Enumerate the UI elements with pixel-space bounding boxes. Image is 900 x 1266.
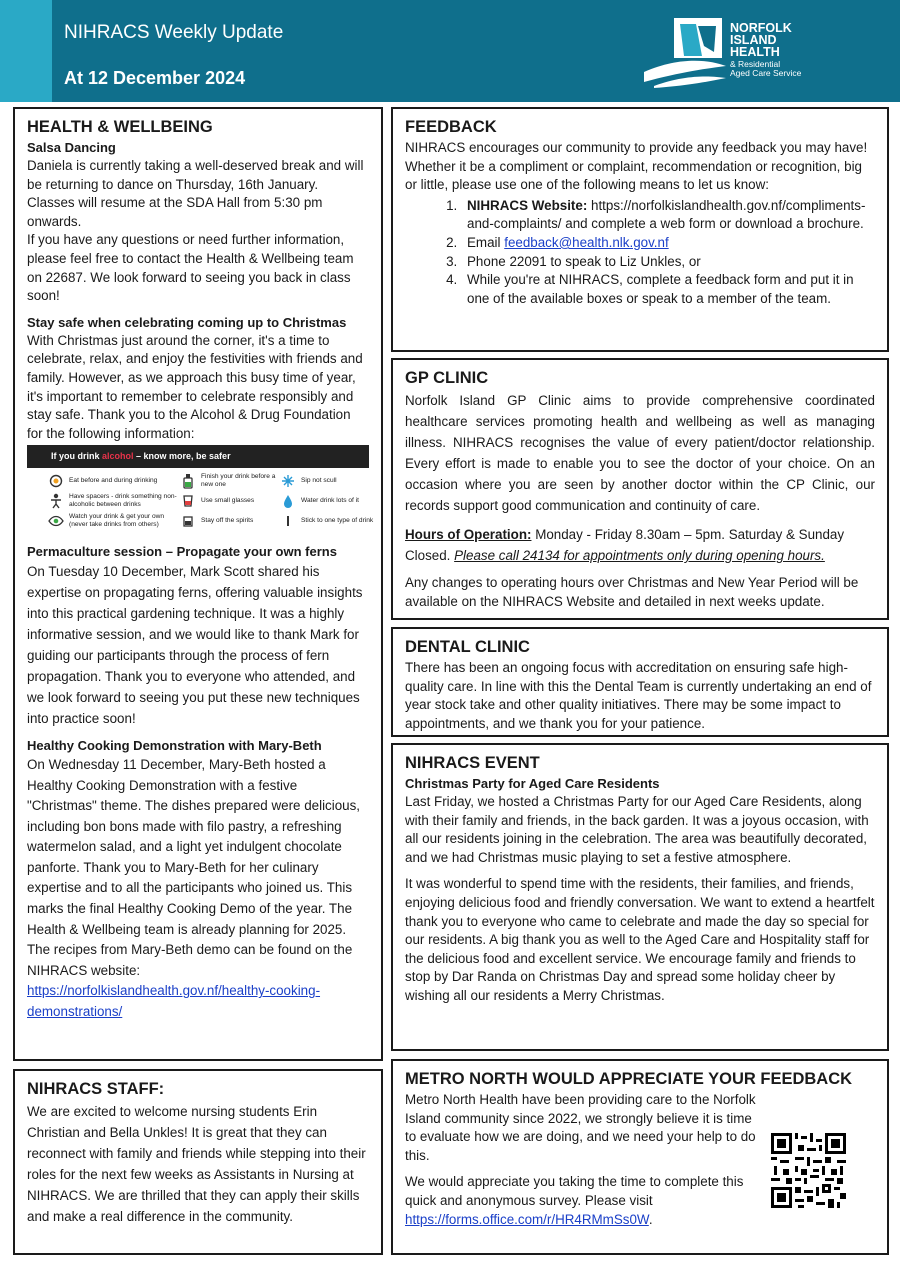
bottle-icon xyxy=(179,473,197,489)
permaculture-heading: Permaculture session – Propagate your own ferns xyxy=(27,543,337,559)
header-accent-strip xyxy=(0,0,52,102)
feedback-methods-list xyxy=(405,197,875,309)
event-subtitle: Christmas Party for Aged Care Residents xyxy=(405,776,660,791)
event-section xyxy=(391,743,889,1051)
metro-north-section xyxy=(391,1059,889,1255)
stay-safe-heading: Stay safe when celebrating coming up to Christmas xyxy=(27,314,347,330)
plate-icon xyxy=(47,473,65,489)
logo-text: NORFOLK ISLAND HEALTH xyxy=(730,21,792,59)
section-title: GP CLINIC xyxy=(405,369,489,387)
gp-text: Norfolk Island GP Clinic aims to provide comprehensive coordinated healthcare services promoting health and wellbeing as well as managing illness. NIHRACS recognises the value of every patient/doctor relationship. Every effort is made to enable you to see the doctor of your choice. On an occasion where you are seen by another doctor within the CP Clinic, our records support good communication and continuity of care. xyxy=(405,393,875,513)
permaculture-text: On Tuesday 10 December, Mark Scott shared his expertise on propagating ferns, offering valuable insights into this practical gardening technique. It was a highly informative session, and we would like to thank Mark for guiding our participants through the process of fern propagation. Thank you to everyone who attended, and we look forward to seeing you put these new techniques into practice soon! xyxy=(27,563,363,726)
person-icon xyxy=(47,493,65,509)
alcohol-tip: Sip not scull xyxy=(279,473,379,489)
logo-subtitle: & Residential Aged Care Service xyxy=(730,59,802,78)
sparkle-icon xyxy=(279,473,297,489)
salsa-text: Daniela is currently taking a well-deserved break and will be returning to dance on Thursday, 16th January. Classes will resume at the SDA Hall from 5:30 pm onwards. xyxy=(27,158,364,229)
list-item: 4. While you're at NIHRACS, complete a feedback form and put it in one of the available boxes or speak to a member of the team. xyxy=(461,271,875,308)
page-header xyxy=(0,0,900,102)
event-thanks-text: It was wonderful to spend time with the residents, their families, and friends, enjoying delicious food and friendly conversation. We want to extend a heartfelt thank you to everyone who came to celebrate and made the day so special for our residents. A big thank you as well to the Aged Care and Hospitality staff for the delicious food and excellent service. We encourage family and friends to stop by Dar Randa on Christmas Day and spread some holiday cheer by wishing all our residents a Merry Christmas. xyxy=(405,876,875,1003)
salsa-heading: Salsa Dancing xyxy=(27,140,116,155)
salsa-contact-text: If you have any questions or need further information, please feel free to contact the Health & Wellbeing team on 22687. We look forward to seeing you back in class soon! xyxy=(27,232,354,304)
eye-icon xyxy=(47,513,65,529)
alcohol-tip: Finish your drink before a new one xyxy=(179,473,279,489)
feedback-intro: NIHRACS encourages our community to provide any feedback you may have! Whether it be a compliment or complaint, recommendation or recognition, big or little, please use one of the following means to let us know: xyxy=(405,140,868,193)
dental-text: There has been an ongoing focus with accreditation on ensuring safe high-quality care. In line with this the Dental Team is currently undertaking an end of year stock take and other quality initiatives. There may be some impact to appointments, and we thank you for your patience. xyxy=(405,660,872,731)
health-wellbeing-section xyxy=(13,107,383,1061)
metro-survey-text: We would appreciate you taking the time to complete this quick and anonymous survey. Please visit xyxy=(405,1174,744,1208)
newsletter-date: At 12 December 2024 xyxy=(64,68,246,88)
alcohol-banner: If you drink alcohol – know more, be safer xyxy=(27,445,369,468)
section-title: DENTAL CLINIC xyxy=(405,638,530,656)
list-item: 3. Phone 22091 to speak to Liz Unkles, or xyxy=(461,253,875,272)
alcohol-tip: Stick to one type of drink xyxy=(279,513,379,529)
gp-holiday-text: Any changes to operating hours over Christmas and New Year Period will be available on the NIHRACS Website and detailed in next weeks update. xyxy=(405,575,859,609)
list-item: 2. Email feedback@health.nlk.gov.nf xyxy=(461,234,875,253)
cooking-recipes-link[interactable]: https://norfolkislandhealth.gov.nf/healthy-cooking-demonstrations/ xyxy=(27,983,321,1020)
list-item: 1. NIHRACS Website: https://norfolkislandhealth.gov.nf/compliments-and-complaints/ and complete a web form or download a brochure. xyxy=(461,197,875,234)
alcohol-tips-grid xyxy=(47,473,374,529)
period: . xyxy=(648,1211,653,1227)
alcohol-tip: Watch your drink & get your own (never take drinks from others) xyxy=(47,513,179,529)
shot-icon xyxy=(179,513,197,529)
gp-clinic-section xyxy=(391,358,889,620)
section-title: NIHRACS STAFF: xyxy=(27,1080,165,1098)
water-icon xyxy=(279,493,297,509)
cooking-heading: Healthy Cooking Demonstration with Mary-Beth xyxy=(27,737,322,753)
alcohol-tip: Water drink lots of it xyxy=(279,493,379,509)
feedback-email-link[interactable]: feedback@health.nlk.gov.nf xyxy=(504,234,669,250)
glass-icon xyxy=(179,493,197,509)
section-title: METRO NORTH WOULD APPRECIATE YOUR FEEDBACK xyxy=(405,1070,853,1088)
cooking-text: On Wednesday 11 December, Mary-Beth hosted a Healthy Cooking Demonstration with a festive "Christmas" theme. The dishes prepared were delicious, including bon bons made with filo pastry, a refreshing watermelon salad, and a light yet indulgent chocolate panforte. Thank you to Mary-Beth for her culinary expertise and to all the participants who joined us. This marks the final Healthy Cooking Demo of the year. The Health & Wellbeing team is already planning for 2025. The recipes from Mary-Beth demo can be found on the NIHRACS website: xyxy=(27,756,361,978)
alcohol-tip: Stay off the spirits xyxy=(179,513,279,529)
dental-clinic-section xyxy=(391,627,889,737)
qr-code-icon[interactable] xyxy=(771,1133,846,1208)
staff-section xyxy=(13,1069,383,1255)
alcohol-tip: Eat before and during drinking xyxy=(47,473,179,489)
metro-text: Metro North Health have been providing care to the Norfolk Island community since 2022, we strongly believe it is time to evaluate how we are doing, and we need your help to do this. xyxy=(405,1092,756,1163)
section-title: FEEDBACK xyxy=(405,118,497,136)
alcohol-tip: Use small glasses xyxy=(179,493,279,509)
staff-text: We are excited to welcome nursing students Erin Christian and Bella Unkles! It is great that they can reconnect with family and friends while stepping into their roles for the next few weeks as Assistants in Nursing at NIHRACS. We are thrilled that they can apply their skills and make a real difference in the community. xyxy=(27,1104,366,1224)
event-text: Last Friday, we hosted a Christmas Party for our Aged Care Residents, along with their family and friends, in the back garden. It was a joyous occasion, with all our residents joining in the celebration. The area was beautifully decorated, and we had Christmas music playing to set a festive atmosphere. xyxy=(405,794,869,865)
newsletter-title: NIHRACS Weekly Update xyxy=(64,22,284,43)
alcohol-tip: Have spacers - drink something non-alcoholic between drinks xyxy=(47,493,179,509)
gp-hours: Hours of Operation: Monday - Friday 8.30am – 5pm. Saturday & Sunday Closed. Please call 24134 for appointments only during opening hours. xyxy=(405,527,845,563)
section-title: HEALTH & WELLBEING xyxy=(27,118,213,136)
feedback-section xyxy=(391,107,889,352)
line-icon xyxy=(279,513,297,529)
stay-safe-text: With Christmas just around the corner, it's a time to celebrate, relax, and enjoy the festivities with friends and family. However, as we approach this busy time of year, it's important to remember to celebrate responsibly and stay safe. Thank you to the Alcohol & Drug Foundation for the following information: xyxy=(27,332,363,441)
section-title: NIHRACS EVENT xyxy=(405,754,540,772)
survey-link[interactable]: https://forms.office.com/r/HR4RMmSs0W xyxy=(405,1211,649,1227)
